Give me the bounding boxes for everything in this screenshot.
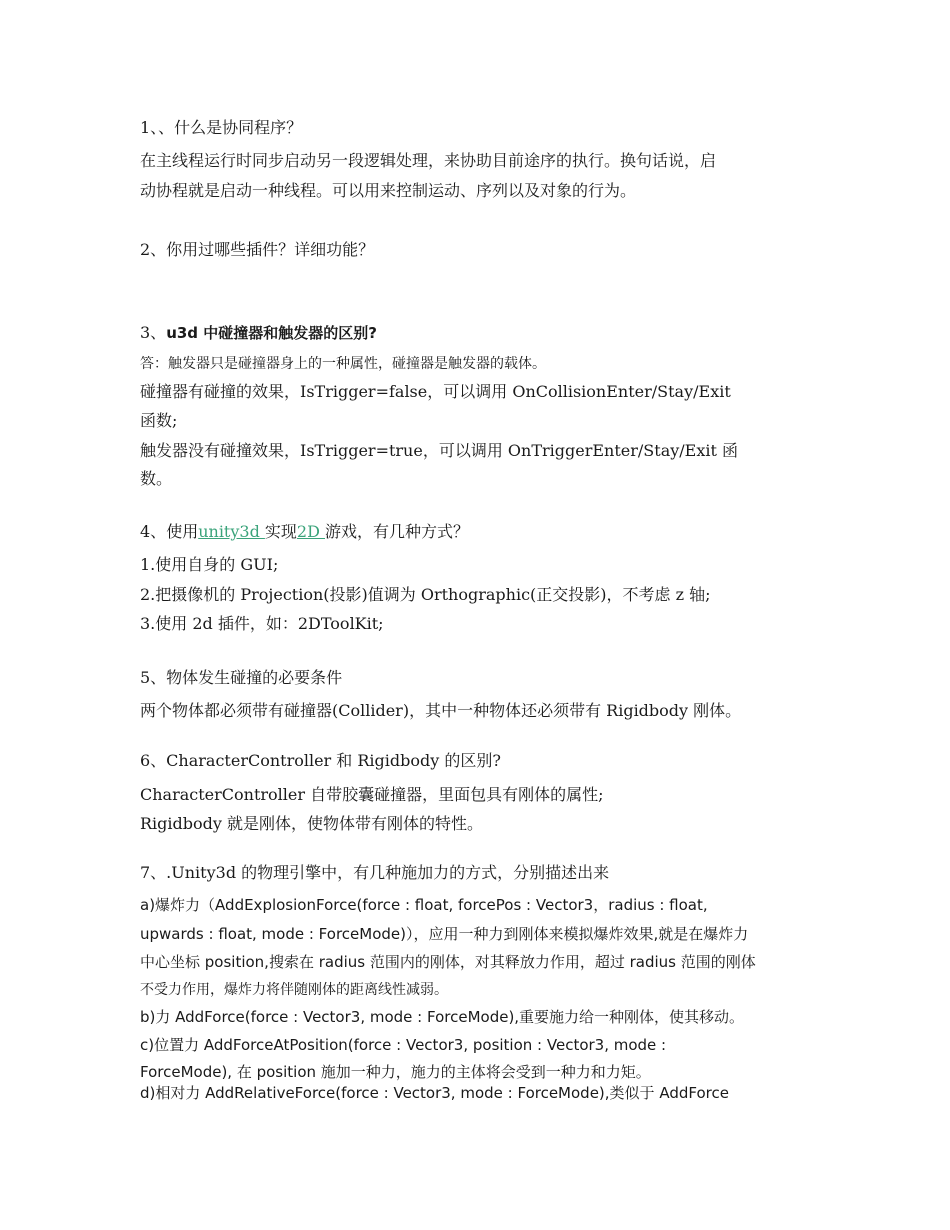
question-1-title: 1、、什么是协同程序？ (140, 118, 303, 137)
question-7-title: 7、.Unity3d 的物理引擎中，有几种施加力的方式，分别描述出来 (140, 863, 610, 882)
answer-7-line-2: upwards : float, mode : ForceMode)），应用一种力到刚体来模拟爆炸效果,就是在爆炸力 (140, 925, 749, 943)
2d-link[interactable]: 2D (296, 522, 326, 541)
answer-3-line-4: 触发器没有碰撞效果，IsTrigger=true，可以调用 OnTriggerEnter/Stay/Exit 函 (140, 441, 738, 460)
question-4-pre: 使用 (166, 522, 199, 541)
answer-7-line-7: ForceMode), 在 position 施加一种力，施力的主体将会受到一种力和力矩。 (140, 1063, 651, 1081)
question-6-title: 6、CharacterController 和 Rigidbody 的区别? (140, 751, 501, 770)
question-4-number: 4、 (140, 522, 167, 541)
answer-4-line-3: 3.使用 2d 插件，如：2DToolKit; (140, 614, 384, 633)
answer-7-line-8: d)相对力 AddRelativeForce(force : Vector3, mode : ForceMode),类似于 AddForce (140, 1084, 729, 1102)
answer-7-line-3: 中心坐标 position,搜索在 radius 范围内的刚体，对其释放力作用，超过 radius 范围的刚体 (140, 953, 756, 971)
answer-5-line-1: 两个物体都必须带有碰撞器(Collider)，其中一种物体还必须带有 Rigidbody 刚体。 (140, 701, 742, 720)
answer-7-line-4: 不受力作用，爆炸力将伴随刚体的距离线性减弱。 (140, 982, 448, 998)
answer-7-line-5: b)力 AddForce(force : Vector3, mode : ForceMode),重要施力给一种刚体，使其移动。 (140, 1008, 745, 1026)
question-4-mid: 实现 (264, 522, 297, 541)
question-4-post: 游戏，有几种方式？ (325, 522, 470, 541)
answer-3-line-5: 数。 (140, 469, 173, 488)
answer-7-line-6: c)位置力 AddForceAtPosition(force : Vector3, position : Vector3, mode : (140, 1036, 667, 1054)
answer-3-line-1: 答：触发器只是碰撞器身上的一种属性，碰撞器是触发器的载体。 (140, 356, 546, 372)
answer-6-line-1: CharacterController 自带胶囊碰撞器，里面包具有刚体的属性; (140, 785, 604, 804)
answer-3-line-3: 函数; (140, 411, 178, 430)
question-3-text: u3d 中碰撞器和触发器的区别? (166, 324, 377, 342)
answer-1-line-2: 动协程就是启动一种线程。可以用来控制运动、序列以及对象的行为。 (140, 181, 637, 200)
answer-6-line-2: Rigidbody 就是刚体，使物体带有刚体的特性。 (140, 814, 484, 833)
answer-7-line-1: a)爆炸力（AddExplosionForce(force : float, forcePos : Vector3，radius : float, (140, 896, 708, 914)
answer-3-line-2: 碰撞器有碰撞的效果，IsTrigger=false，可以调用 OnCollisionEnter/Stay/Exit (140, 382, 731, 401)
question-5-title: 5、物体发生碰撞的必要条件 (140, 668, 343, 687)
unity3d-link[interactable]: unity3d (198, 522, 265, 541)
answer-4-line-1: 1.使用自身的 GUI; (140, 555, 279, 574)
question-3-title (140, 323, 377, 343)
question-2-title: 2、你用过哪些插件？详细功能？ (140, 240, 375, 259)
answer-1-line-1: 在主线程运行时同步启动另一段逻辑处理，来协助目前途序的执行。换句话说，启 (140, 151, 717, 170)
question-4-title (140, 522, 469, 542)
answer-4-line-2: 2.把摄像机的 Projection(投影)值调为 Orthographic(正交投影)，不考虑 z 轴; (140, 585, 711, 604)
question-3-number: 3、 (140, 323, 167, 342)
